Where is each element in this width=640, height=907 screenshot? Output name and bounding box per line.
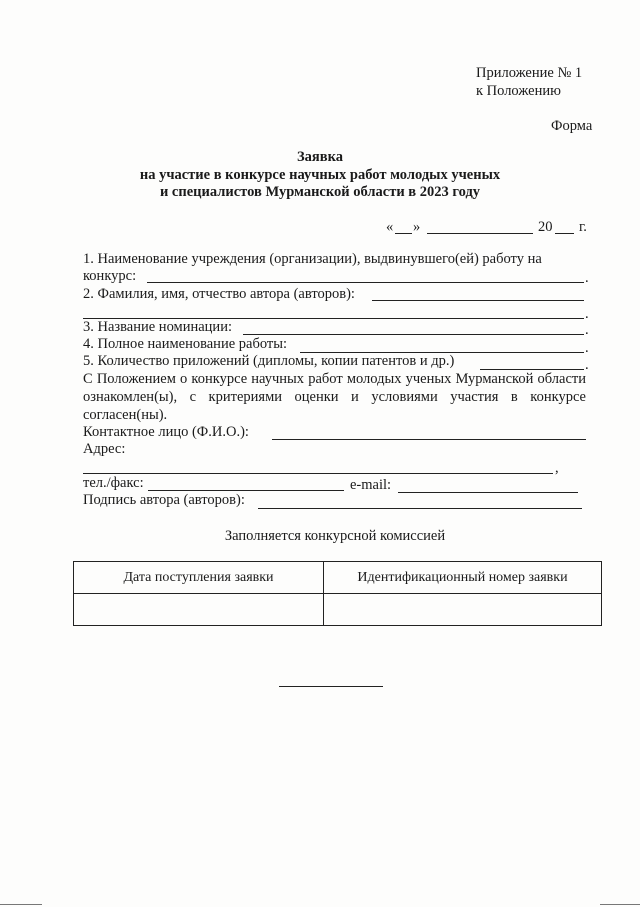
author-name-label: 2. Фамилия, имя, отчество автора (авторов): <box>83 286 355 302</box>
consent-statement: С Положением о конкурсе научных работ молодых ученых Мурманской области ознакомлен(ы), с критериями оценки и условиями участия в конкурсе согласен(ны). <box>83 371 586 423</box>
document-title: Заявка <box>297 149 343 165</box>
year-prefix: 20 <box>538 219 553 235</box>
attachments-label: 5. Количество приложений (дипломы, копии патентов и др.) <box>83 353 455 369</box>
period-mark: . <box>585 340 589 356</box>
phone-label: тел./факс: <box>83 475 144 491</box>
commission-table <box>73 561 602 626</box>
month-blank[interactable] <box>427 233 533 234</box>
scan-edge-mark <box>0 904 42 905</box>
comma-mark: , <box>555 460 559 476</box>
table-row <box>74 594 602 626</box>
document-subtitle-line2: и специалистов Мурманской области в 2023 году <box>159 184 481 200</box>
table-header-row <box>74 562 602 594</box>
year-blank[interactable] <box>555 233 574 234</box>
work-title-label: 4. Полное наименование работы: <box>83 336 287 352</box>
document-subtitle-line1: на участие в конкурсе научных работ молодых ученых <box>139 167 501 183</box>
commission-heading: Заполняется конкурсной комиссией <box>224 528 446 544</box>
signature-label: Подпись автора (авторов): <box>83 492 245 508</box>
appendix-number: Приложение № 1 <box>476 65 583 81</box>
contact-person-label: Контактное лицо (Ф.И.О.): <box>83 424 249 440</box>
contact-person-field[interactable] <box>272 439 586 440</box>
email-field[interactable] <box>398 492 578 493</box>
organization-label: 1. Наименование учреждения (организации), выдвинувшего(ей) работу на <box>83 251 542 267</box>
signature-field[interactable] <box>258 508 582 509</box>
address-field[interactable] <box>83 473 553 474</box>
period-mark: . <box>585 270 589 286</box>
received-date-header: Дата поступления заявки <box>74 562 324 594</box>
scan-edge-mark <box>600 904 640 905</box>
email-label: e-mail: <box>350 477 392 493</box>
nomination-field[interactable] <box>243 334 584 335</box>
quote-close: » <box>413 219 421 235</box>
year-suffix: г. <box>579 219 587 235</box>
period-mark: . <box>585 357 589 373</box>
received-date-cell[interactable] <box>74 594 324 626</box>
nomination-label: 3. Название номинации: <box>83 319 232 335</box>
id-number-header: Идентификационный номер заявки <box>324 562 602 594</box>
quote-open: « <box>386 219 394 235</box>
id-number-cell[interactable] <box>324 594 602 626</box>
end-separator <box>279 686 383 687</box>
period-mark: . <box>585 322 589 338</box>
author-name-field[interactable] <box>372 300 584 301</box>
organization-label-cont: конкурс: <box>83 268 137 284</box>
day-blank[interactable] <box>395 233 412 234</box>
address-label: Адрес: <box>83 441 126 457</box>
period-mark: . <box>585 306 589 322</box>
form-label: Форма <box>551 118 593 134</box>
appendix-to-regulation: к Положению <box>476 83 561 99</box>
organization-field[interactable] <box>147 282 584 283</box>
